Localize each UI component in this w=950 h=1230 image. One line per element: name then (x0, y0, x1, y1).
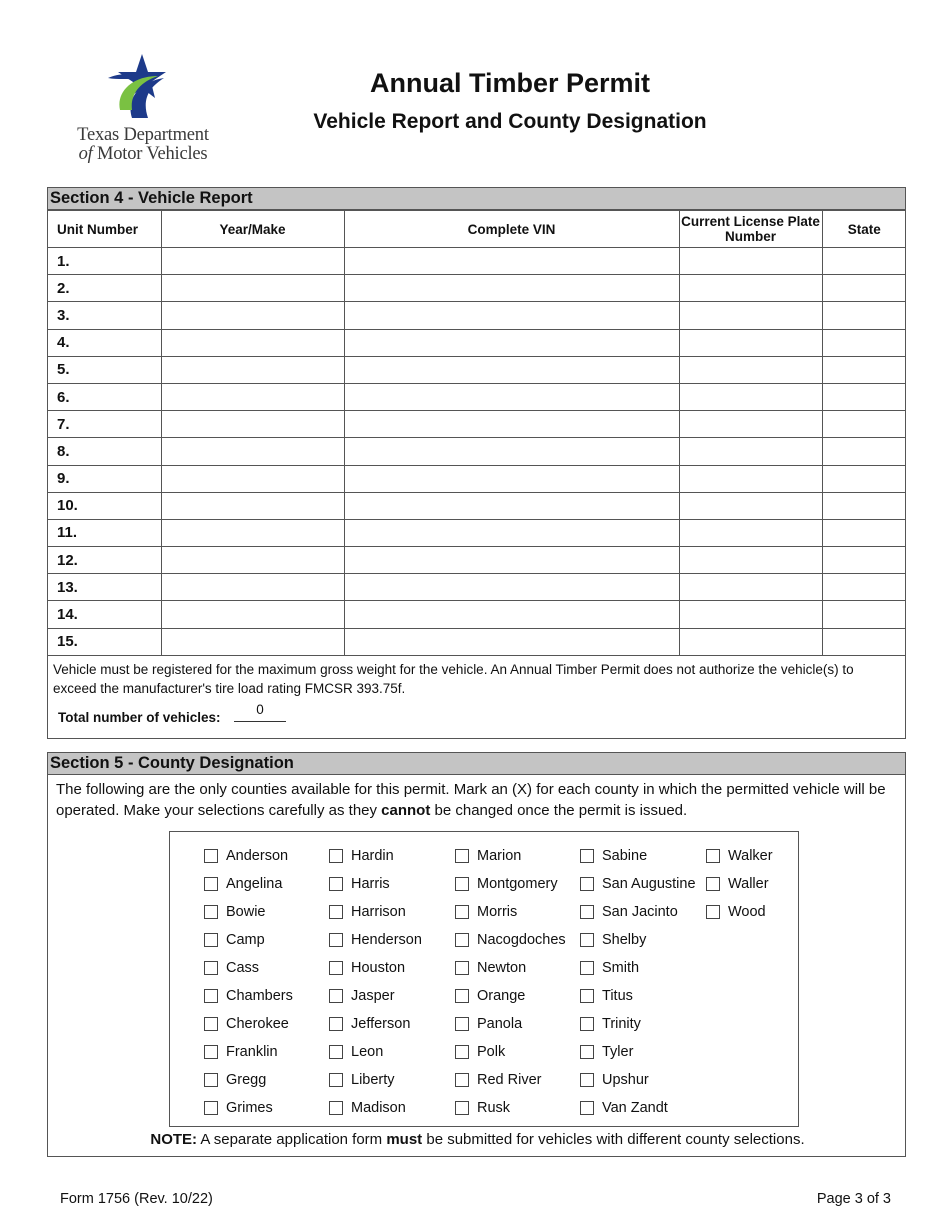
county-option-cass[interactable] (204, 954, 293, 982)
col-header-year-make: Year/Make (161, 211, 344, 248)
state-cell[interactable] (822, 519, 906, 546)
county-option-jasper[interactable] (329, 982, 422, 1010)
license-plate-cell[interactable] (679, 438, 822, 465)
total-vehicles-field[interactable]: 0 (234, 702, 286, 722)
state-cell[interactable] (822, 628, 906, 655)
checkbox-smith[interactable] (580, 961, 594, 975)
county-label: Houston (351, 960, 406, 976)
county-label: Tyler (602, 1044, 634, 1060)
license-plate-cell[interactable] (679, 302, 822, 329)
county-option-polk[interactable] (455, 1038, 566, 1066)
checkbox-houston[interactable] (329, 961, 343, 975)
county-option-chambers[interactable] (204, 982, 293, 1010)
star-logo-icon (102, 52, 182, 122)
county-option-tyler[interactable] (580, 1038, 696, 1066)
county-option-morris[interactable] (455, 898, 566, 926)
county-option-orange[interactable] (455, 982, 566, 1010)
checkbox-madison[interactable] (329, 1101, 343, 1115)
county-label: Nacogdoches (477, 932, 566, 948)
table-row (48, 628, 906, 655)
county-label: Orange (477, 988, 526, 1004)
checkbox-red-river[interactable] (455, 1073, 469, 1087)
county-option-camp[interactable] (204, 926, 293, 954)
county-option-grimes[interactable] (204, 1094, 293, 1122)
unit-number-cell: 11. (48, 519, 161, 546)
vin-cell[interactable] (344, 438, 679, 465)
vin-cell[interactable] (344, 574, 679, 601)
county-option-titus[interactable] (580, 982, 696, 1010)
county-option-upshur[interactable] (580, 1066, 696, 1094)
county-label: San Augustine (602, 876, 696, 892)
checkbox-marion[interactable] (455, 849, 469, 863)
col-header-license-plate: Current License Plate Number (679, 211, 822, 248)
county-label: Van Zandt (602, 1100, 668, 1116)
checkbox-san-augustine[interactable] (580, 877, 594, 891)
county-option-bowie[interactable] (204, 898, 293, 926)
county-column (329, 842, 422, 1122)
county-label: Polk (477, 1044, 506, 1060)
county-label: Franklin (226, 1044, 278, 1060)
county-option-rusk[interactable] (455, 1094, 566, 1122)
county-label: Camp (226, 932, 265, 948)
county-option-gregg[interactable] (204, 1066, 293, 1094)
county-label: Chambers (226, 988, 293, 1004)
county-option-san-augustine[interactable] (580, 870, 696, 898)
vin-cell[interactable] (344, 329, 679, 356)
license-plate-cell[interactable] (679, 601, 822, 628)
intro-text-bold: cannot (381, 802, 431, 819)
table-row (48, 411, 906, 438)
table-header-row (48, 211, 906, 248)
table-row (48, 465, 906, 492)
county-option-sabine[interactable] (580, 842, 696, 870)
county-option-red-river[interactable] (455, 1066, 566, 1094)
license-plate-cell[interactable] (679, 465, 822, 492)
table-row (48, 383, 906, 410)
year-make-cell[interactable] (161, 628, 344, 655)
checkbox-cherokee[interactable] (204, 1017, 218, 1031)
license-plate-cell[interactable] (679, 628, 822, 655)
unit-number-cell: 2. (48, 275, 161, 302)
state-cell[interactable] (822, 329, 906, 356)
checkbox-cass[interactable] (204, 961, 218, 975)
unit-number-cell: 13. (48, 574, 161, 601)
logo-text (62, 126, 224, 164)
county-label: Waller (728, 876, 769, 892)
county-label: Wood (728, 904, 766, 920)
txdmv-logo (62, 52, 224, 168)
vin-cell[interactable] (344, 383, 679, 410)
table-row (48, 438, 906, 465)
county-label: Harrison (351, 904, 406, 920)
county-label: Gregg (226, 1072, 267, 1088)
checkbox-rusk[interactable] (455, 1101, 469, 1115)
checkbox-wood[interactable] (706, 905, 720, 919)
state-cell[interactable] (822, 248, 906, 275)
checkbox-titus[interactable] (580, 989, 594, 1003)
table-row (48, 601, 906, 628)
year-make-cell[interactable] (161, 329, 344, 356)
county-option-trinity[interactable] (580, 1010, 696, 1038)
logo-motor-vehicles: Motor Vehicles (92, 144, 208, 164)
county-label: Walker (728, 848, 773, 864)
col-header-vin: Complete VIN (344, 211, 679, 248)
section-4-heading: Section 4 - Vehicle Report (48, 188, 905, 210)
checkbox-morris[interactable] (455, 905, 469, 919)
county-label: Upshur (602, 1072, 649, 1088)
county-label: Henderson (351, 932, 422, 948)
license-plate-cell[interactable] (679, 519, 822, 546)
form-number: Form 1756 (Rev. 10/22) (60, 1191, 213, 1207)
county-column (455, 842, 566, 1122)
checkbox-grimes[interactable] (204, 1101, 218, 1115)
county-label: Madison (351, 1100, 406, 1116)
logo-line-1: Texas Department (77, 125, 209, 145)
total-vehicles-label: Total number of vehicles: (58, 710, 221, 725)
section-county-designation (47, 752, 906, 1157)
county-option-henderson[interactable] (329, 926, 422, 954)
table-row (48, 547, 906, 574)
col-header-unit-number: Unit Number (48, 211, 161, 248)
county-option-van-zandt[interactable] (580, 1094, 696, 1122)
county-label: Shelby (602, 932, 647, 948)
county-label: Cass (226, 960, 260, 976)
checkbox-waller[interactable] (706, 877, 720, 891)
county-label: Jefferson (351, 1016, 411, 1032)
county-label: Rusk (477, 1100, 511, 1116)
county-option-jefferson[interactable] (329, 1010, 422, 1038)
state-cell[interactable] (822, 302, 906, 329)
county-option-anderson[interactable] (204, 842, 293, 870)
checkbox-shelby[interactable] (580, 933, 594, 947)
checkbox-san-jacinto[interactable] (580, 905, 594, 919)
county-option-nacogdoches[interactable] (455, 926, 566, 954)
unit-number-cell: 5. (48, 356, 161, 383)
state-cell[interactable] (822, 492, 906, 519)
table-row (48, 492, 906, 519)
year-make-cell[interactable] (161, 356, 344, 383)
county-label: Harris (351, 876, 390, 892)
license-plate-cell[interactable] (679, 492, 822, 519)
county-label: Red River (477, 1072, 542, 1088)
county-option-cherokee[interactable] (204, 1010, 293, 1038)
checkbox-jasper[interactable] (329, 989, 343, 1003)
checkbox-bowie[interactable] (204, 905, 218, 919)
checkbox-angelina[interactable] (204, 877, 218, 891)
checkbox-montgomery[interactable] (455, 877, 469, 891)
county-label: Liberty (351, 1072, 395, 1088)
county-option-houston[interactable] (329, 954, 422, 982)
logo-of: of (78, 144, 93, 164)
checkbox-walker[interactable] (706, 849, 720, 863)
note-text-2: be submitted for vehicles with different county selections. (422, 1131, 805, 1148)
vin-cell[interactable] (344, 411, 679, 438)
vin-cell[interactable] (344, 628, 679, 655)
checkbox-chambers[interactable] (204, 989, 218, 1003)
unit-number-cell: 4. (48, 329, 161, 356)
county-option-wood[interactable] (706, 898, 773, 926)
year-make-cell[interactable] (161, 574, 344, 601)
vin-cell[interactable] (344, 601, 679, 628)
county-option-walker[interactable] (706, 842, 773, 870)
county-column (706, 842, 773, 926)
checkbox-harrison[interactable] (329, 905, 343, 919)
unit-number-cell: 8. (48, 438, 161, 465)
county-label: Leon (351, 1044, 384, 1060)
table-row (48, 248, 906, 275)
county-label: Panola (477, 1016, 523, 1032)
state-cell[interactable] (822, 411, 906, 438)
county-label: Morris (477, 904, 518, 920)
checkbox-panola[interactable] (455, 1017, 469, 1031)
state-cell[interactable] (822, 383, 906, 410)
unit-number-cell: 6. (48, 383, 161, 410)
table-row (48, 356, 906, 383)
county-column (204, 842, 293, 1122)
year-make-cell[interactable] (161, 248, 344, 275)
checkbox-van-zandt[interactable] (580, 1101, 594, 1115)
checkbox-tyler[interactable] (580, 1045, 594, 1059)
license-plate-cell[interactable] (679, 411, 822, 438)
county-label: Grimes (226, 1100, 273, 1116)
checkbox-hardin[interactable] (329, 849, 343, 863)
table-row (48, 574, 906, 601)
state-cell[interactable] (822, 601, 906, 628)
county-label: Sabine (602, 848, 648, 864)
note-text-bold: must (386, 1131, 423, 1148)
checkbox-gregg[interactable] (204, 1073, 218, 1087)
page-subtitle: Vehicle Report and County Designation (313, 110, 707, 133)
checkbox-harris[interactable] (329, 877, 343, 891)
vin-cell[interactable] (344, 248, 679, 275)
state-cell[interactable] (822, 465, 906, 492)
unit-number-cell: 12. (48, 547, 161, 574)
county-checkbox-grid (169, 831, 799, 1127)
county-label: Hardin (351, 848, 394, 864)
license-plate-cell[interactable] (679, 275, 822, 302)
unit-number-cell: 15. (48, 628, 161, 655)
checkbox-anderson[interactable] (204, 849, 218, 863)
unit-number-cell: 10. (48, 492, 161, 519)
vin-cell[interactable] (344, 465, 679, 492)
license-plate-cell[interactable] (679, 574, 822, 601)
checkbox-newton[interactable] (455, 961, 469, 975)
year-make-cell[interactable] (161, 302, 344, 329)
year-make-cell[interactable] (161, 438, 344, 465)
checkbox-liberty[interactable] (329, 1073, 343, 1087)
county-label: Jasper (351, 988, 395, 1004)
note-text-1: A separate application form (197, 1131, 387, 1148)
county-option-marion[interactable] (455, 842, 566, 870)
page-title: Annual Timber Permit (369, 68, 651, 98)
license-plate-cell[interactable] (679, 547, 822, 574)
table-row (48, 519, 906, 546)
checkbox-sabine[interactable] (580, 849, 594, 863)
unit-number-cell: 14. (48, 601, 161, 628)
checkbox-polk[interactable] (455, 1045, 469, 1059)
year-make-cell[interactable] (161, 547, 344, 574)
table-row (48, 275, 906, 302)
county-option-leon[interactable] (329, 1038, 422, 1066)
county-label: Angelina (226, 876, 283, 892)
checkbox-trinity[interactable] (580, 1017, 594, 1031)
county-label: San Jacinto (602, 904, 678, 920)
license-plate-cell[interactable] (679, 383, 822, 410)
year-make-cell[interactable] (161, 492, 344, 519)
county-option-san-jacinto[interactable] (580, 898, 696, 926)
license-plate-cell[interactable] (679, 329, 822, 356)
vin-cell[interactable] (344, 302, 679, 329)
county-option-liberty[interactable] (329, 1066, 422, 1094)
state-cell[interactable] (822, 574, 906, 601)
county-option-newton[interactable] (455, 954, 566, 982)
checkbox-henderson[interactable] (329, 933, 343, 947)
note-label: NOTE: (150, 1131, 198, 1148)
registration-notice: Vehicle must be registered for the maximum gross weight for the vehicle. An Annual Timber Permit does not authorize the vehicle(s) to exceed the manufacturer's tire load rating FMCSR 393.75f. (53, 661, 854, 696)
state-cell[interactable] (822, 356, 906, 383)
county-option-harrison[interactable] (329, 898, 422, 926)
table-row (48, 329, 906, 356)
county-label: Trinity (602, 1016, 641, 1032)
checkbox-franklin[interactable] (204, 1045, 218, 1059)
unit-number-cell: 1. (48, 248, 161, 275)
county-label: Bowie (226, 904, 266, 920)
checkbox-nacogdoches[interactable] (455, 933, 469, 947)
vin-cell[interactable] (344, 275, 679, 302)
license-plate-cell[interactable] (679, 248, 822, 275)
county-option-shelby[interactable] (580, 926, 696, 954)
unit-number-cell: 7. (48, 411, 161, 438)
county-note (48, 1131, 907, 1148)
checkbox-jefferson[interactable] (329, 1017, 343, 1031)
vin-cell[interactable] (344, 492, 679, 519)
state-cell[interactable] (822, 438, 906, 465)
county-label: Newton (477, 960, 527, 976)
county-column (580, 842, 696, 1122)
vin-cell[interactable] (344, 519, 679, 546)
state-cell[interactable] (822, 275, 906, 302)
page-number: Page 3 of 3 (816, 1191, 891, 1207)
county-option-waller[interactable] (706, 870, 773, 898)
county-intro-text (48, 775, 905, 821)
county-option-smith[interactable] (580, 954, 696, 982)
checkbox-camp[interactable] (204, 933, 218, 947)
year-make-cell[interactable] (161, 465, 344, 492)
vehicle-report-table (48, 210, 906, 656)
table-row (48, 302, 906, 329)
unit-number-cell: 9. (48, 465, 161, 492)
county-label: Anderson (226, 848, 289, 864)
county-option-franklin[interactable] (204, 1038, 293, 1066)
county-label: Marion (477, 848, 522, 864)
intro-text-1: The following are the only counties available for this permit. Mark an (X) for each county in which the permitted vehicle will be operated. Make your selections carefully as they (56, 781, 886, 819)
county-option-harris[interactable] (329, 870, 422, 898)
county-label: Smith (602, 960, 640, 976)
county-label: Montgomery (477, 876, 558, 892)
license-plate-cell[interactable] (679, 356, 822, 383)
year-make-cell[interactable] (161, 383, 344, 410)
year-make-cell[interactable] (161, 519, 344, 546)
intro-text-2: be changed once the permit is issued. (430, 802, 688, 819)
section-vehicle-report (47, 187, 906, 739)
county-option-angelina[interactable] (204, 870, 293, 898)
checkbox-orange[interactable] (455, 989, 469, 1003)
section-5-heading: Section 5 - County Designation (48, 753, 905, 775)
county-option-panola[interactable] (455, 1010, 566, 1038)
county-option-madison[interactable] (329, 1094, 422, 1122)
col-header-state: State (822, 211, 906, 248)
unit-number-cell: 3. (48, 302, 161, 329)
vin-cell[interactable] (344, 356, 679, 383)
vin-cell[interactable] (344, 547, 679, 574)
year-make-cell[interactable] (161, 601, 344, 628)
year-make-cell[interactable] (161, 275, 344, 302)
logo-line-2 (62, 145, 224, 164)
checkbox-upshur[interactable] (580, 1073, 594, 1087)
county-option-montgomery[interactable] (455, 870, 566, 898)
county-label: Titus (602, 988, 633, 1004)
state-cell[interactable] (822, 547, 906, 574)
county-option-hardin[interactable] (329, 842, 422, 870)
county-label: Cherokee (226, 1016, 289, 1032)
year-make-cell[interactable] (161, 411, 344, 438)
checkbox-leon[interactable] (329, 1045, 343, 1059)
